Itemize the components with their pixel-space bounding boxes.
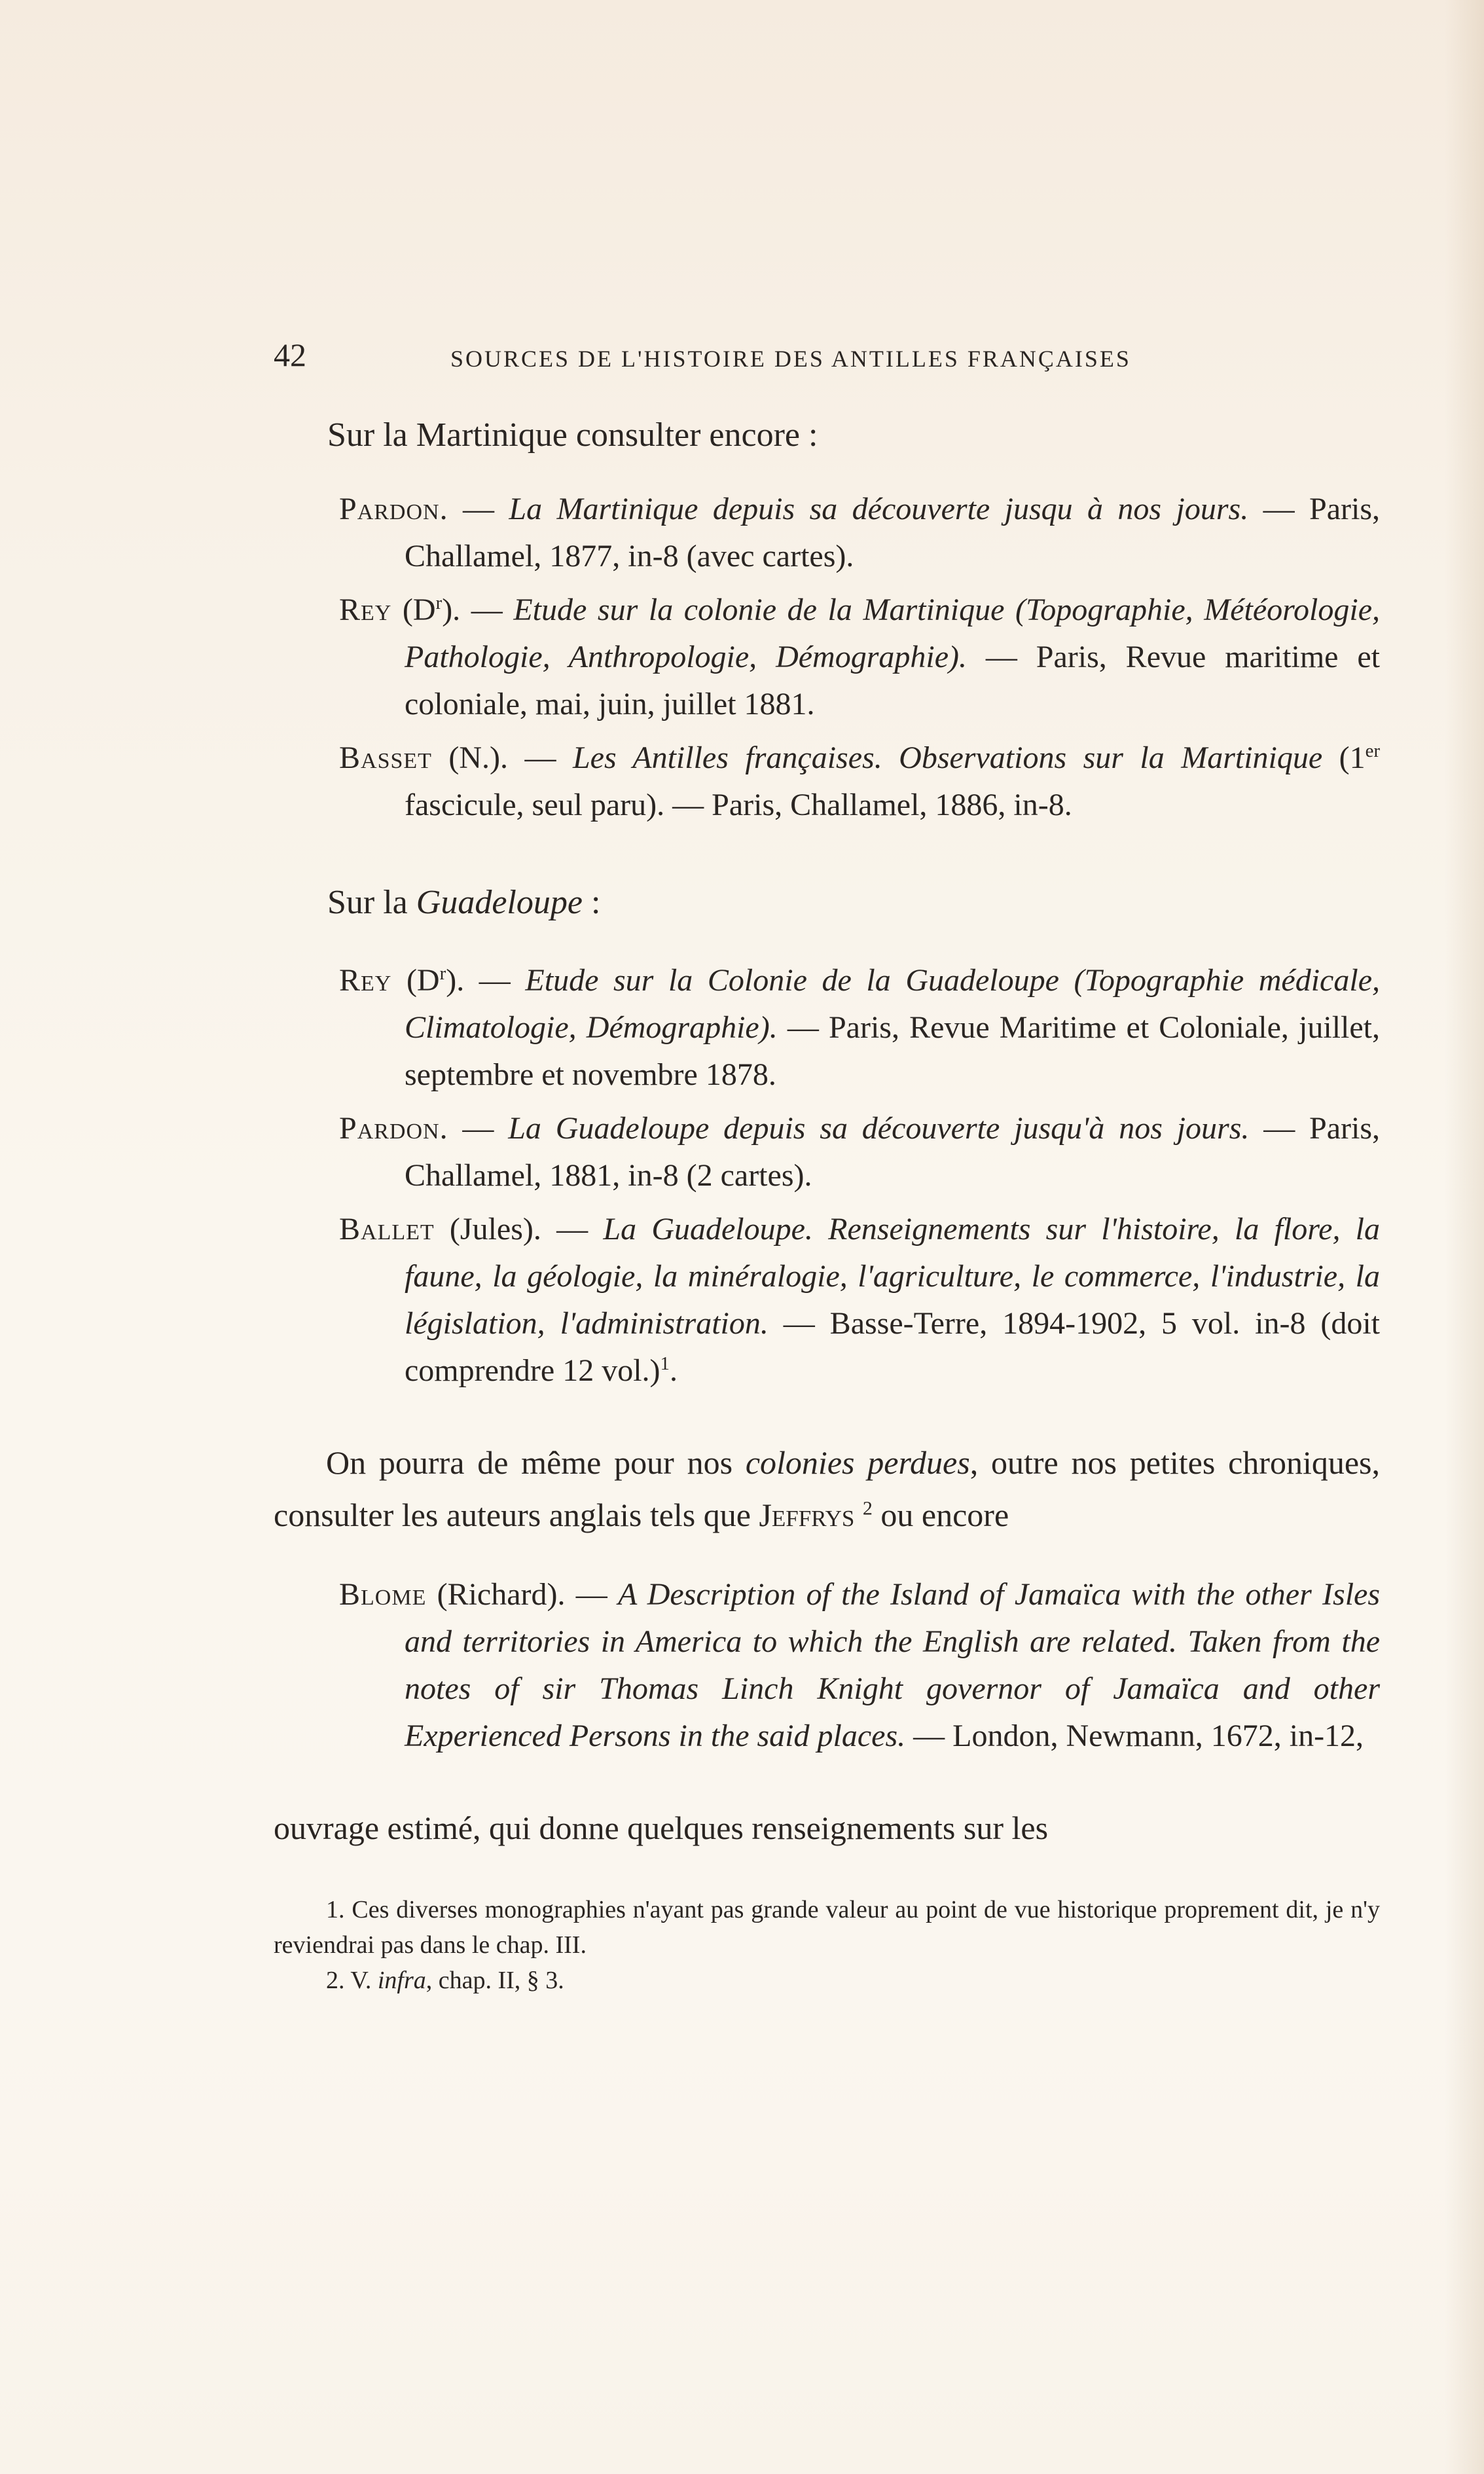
footnote-italic: infra <box>377 1967 426 1994</box>
footnote-1: 1. Ces diverses monographies n'ayant pas grande valeur au point de vue historique proprement dit, je n'y reviendrai pas dans le chap. III. <box>274 1896 1380 1959</box>
entry-author: Rey <box>339 592 392 627</box>
martinique-bibliography <box>274 486 1380 829</box>
entry-details-end: . <box>669 1353 678 1388</box>
footnote-text: 2. V. <box>326 1967 378 1994</box>
entry-author-suffix: (Richard). <box>426 1577 566 1612</box>
running-head <box>274 335 1380 374</box>
page-edge-shadow <box>1445 0 1484 2474</box>
entry-author: Basset <box>339 740 432 775</box>
entry-details: — Basse-Terre, 1894-1902, 5 vol. in-8 (doit comprendre 12 vol.) <box>405 1306 1381 1388</box>
footnote-ref-2[interactable]: 2 <box>862 1497 873 1519</box>
entry-title: La Martinique depuis sa découverte jusqu à nos jours. <box>509 492 1249 526</box>
paragraph-italic: colonies perdues <box>745 1444 970 1481</box>
entry-title: Etude sur la colonie de la Martinique (Topographie, Météorologie, Pathologie, Anthropologie, Démographie). <box>405 592 1381 674</box>
paragraph-text: On pourra de même pour nos <box>326 1444 746 1481</box>
entry-title: Les Antilles françaises. Observations sur la Martinique <box>572 740 1323 775</box>
entry-details-sup: er <box>1365 740 1381 761</box>
entry-author: Blome <box>339 1577 427 1612</box>
entry-author-suffix: (Jules). <box>434 1212 541 1246</box>
entry-author-sup: r <box>435 592 443 613</box>
entry-details: — Paris, Revue Maritime et Coloniale, juillet, septembre et novembre 1878. <box>405 1010 1381 1092</box>
footnote-text-end: , chap. II, § 3. <box>425 1967 564 1994</box>
footnote-ref-1[interactable]: 1 <box>660 1353 670 1374</box>
guadeloupe-bibliography <box>274 957 1380 1394</box>
paragraph-text-mid: , outre nos petites chroniques, consulter les auteurs anglais tels que <box>274 1444 1380 1533</box>
footnote-2 <box>274 1963 1380 1998</box>
paragraph-colonies-perdues <box>274 1436 1380 1541</box>
intro-text-end: : <box>582 884 601 921</box>
running-title: SOURCES DE L'HISTOIRE DES ANTILLES FRANÇAISES <box>450 346 1131 372</box>
entry-author: Pardon. <box>339 1111 448 1146</box>
entry-author-suffix: (D <box>391 592 436 627</box>
entry-author-close: ). <box>442 592 461 627</box>
bib-entry-ballet: Ballet (Jules). — La Guadeloupe. Renseignements sur l'histoire, la flore, la faune, la géologie, la minéralogie, l'agriculture, le commerce, l'industrie, la législation, l'administration. — Basse-Terre, 1894-1902, 5 vol. in-8 (doit comprendre 12 vol.)$^1$. <box>339 1212 1381 1388</box>
entry-title: La Guadeloupe depuis sa découverte jusqu'à nos jours. <box>508 1111 1250 1146</box>
bib-entry-blome: Blome (Richard). — A Description of the Island of Jamaïca with the other Isles and territories in America to which the English are related. Taken from the notes of sir Thomas Linch Knight governor of Jamaïca and other Experienced Persons in the said places. — London, Newmann, 1672, in-12, <box>339 1577 1381 1753</box>
entry-title: A Description of the Island of Jamaïca with the other Isles and territories in America to which the English are related. Taken from the notes of sir Thomas Linch Knight governor of Jamaïca and other Experienced Persons in the said places. <box>405 1577 1381 1753</box>
entry-details: — Paris, Challamel, 1881, in-8 (2 cartes). <box>405 1111 1381 1193</box>
entry-details: — Paris, Challamel, 1877, in-8 (avec cartes). <box>405 492 1381 573</box>
entry-author: Pardon. <box>339 492 448 526</box>
intro-text: Sur la <box>327 884 416 921</box>
entry-details: — Paris, Revue maritime et coloniale, mai, juin, juillet 1881. <box>405 640 1380 721</box>
martinique-intro: Sur la Martinique consulter encore : <box>327 416 818 454</box>
entry-title: La Guadeloupe. Renseignements sur l'histoire, la flore, la faune, la géologie, la minéralogie, l'agriculture, le commerce, l'industrie, la législation, l'administration. <box>405 1212 1381 1341</box>
entry-author-suffix: (N.). <box>431 740 509 775</box>
book-page <box>274 335 1380 1998</box>
author-jeffrys: Jeffrys <box>759 1497 855 1533</box>
bib-entry-rey-guadeloupe: Rey $(D^r)$. — Etude sur la Colonie de la Guadeloupe (Topographie médicale, Climatologie, Démographie). — Paris, Revue Maritime et Coloniale, juillet, septembre et novembre 1878. <box>339 963 1381 1092</box>
entry-author-close: ). <box>446 963 465 998</box>
page-number: 42 <box>274 337 306 373</box>
entry-details: — London, Newmann, 1672, in-12, <box>913 1719 1364 1753</box>
bib-entry-pardon-guadeloupe: Pardon. — La Guadeloupe depuis sa découverte jusqu'à nos jours. — Paris, Challamel, 1881, in-8 (2 cartes). <box>339 1111 1381 1193</box>
entry-title: Etude sur la Colonie de la Guadeloupe (Topographie médicale, Climatologie, Démographie). <box>405 963 1381 1045</box>
entry-details-pre: (1 <box>1322 740 1366 775</box>
bib-entry-rey-martinique: Rey $(D^r)$. — Etude sur la colonie de la Martinique (Topographie, Météorologie, Pathologie, Anthropologie, Démographie). — Paris, Revue maritime et coloniale, mai, juin, juillet 1881. <box>339 592 1381 721</box>
paragraph-text-end: ou encore <box>872 1497 1009 1533</box>
intro-italic: Guadeloupe <box>416 884 583 921</box>
bib-entry-pardon-martinique: Pardon. — La Martinique depuis sa découverte jusqu à nos jours. — Paris, Challamel, 1877, in-8 (avec cartes). <box>339 492 1381 573</box>
guadeloupe-intro <box>274 876 1380 930</box>
entry-author: Ballet <box>339 1212 435 1246</box>
bib-entry-basset: Basset (N.). — Les Antilles françaises. Observations sur la Martinique (1er fascicule, seul paru). — Paris, Challamel, 1886, in-8. <box>339 740 1381 822</box>
entry-author: Rey <box>339 963 392 998</box>
entry-author-sup: r <box>439 963 446 984</box>
entry-author-suffix: (D <box>391 963 440 998</box>
footnotes <box>274 1892 1380 1998</box>
entry-details: fascicule, seul paru). — Paris, Challamel, 1886, in-8. <box>405 788 1072 822</box>
paragraph-continuation: ouvrage estimé, qui donne quelques renseignements sur les <box>274 1810 1049 1846</box>
